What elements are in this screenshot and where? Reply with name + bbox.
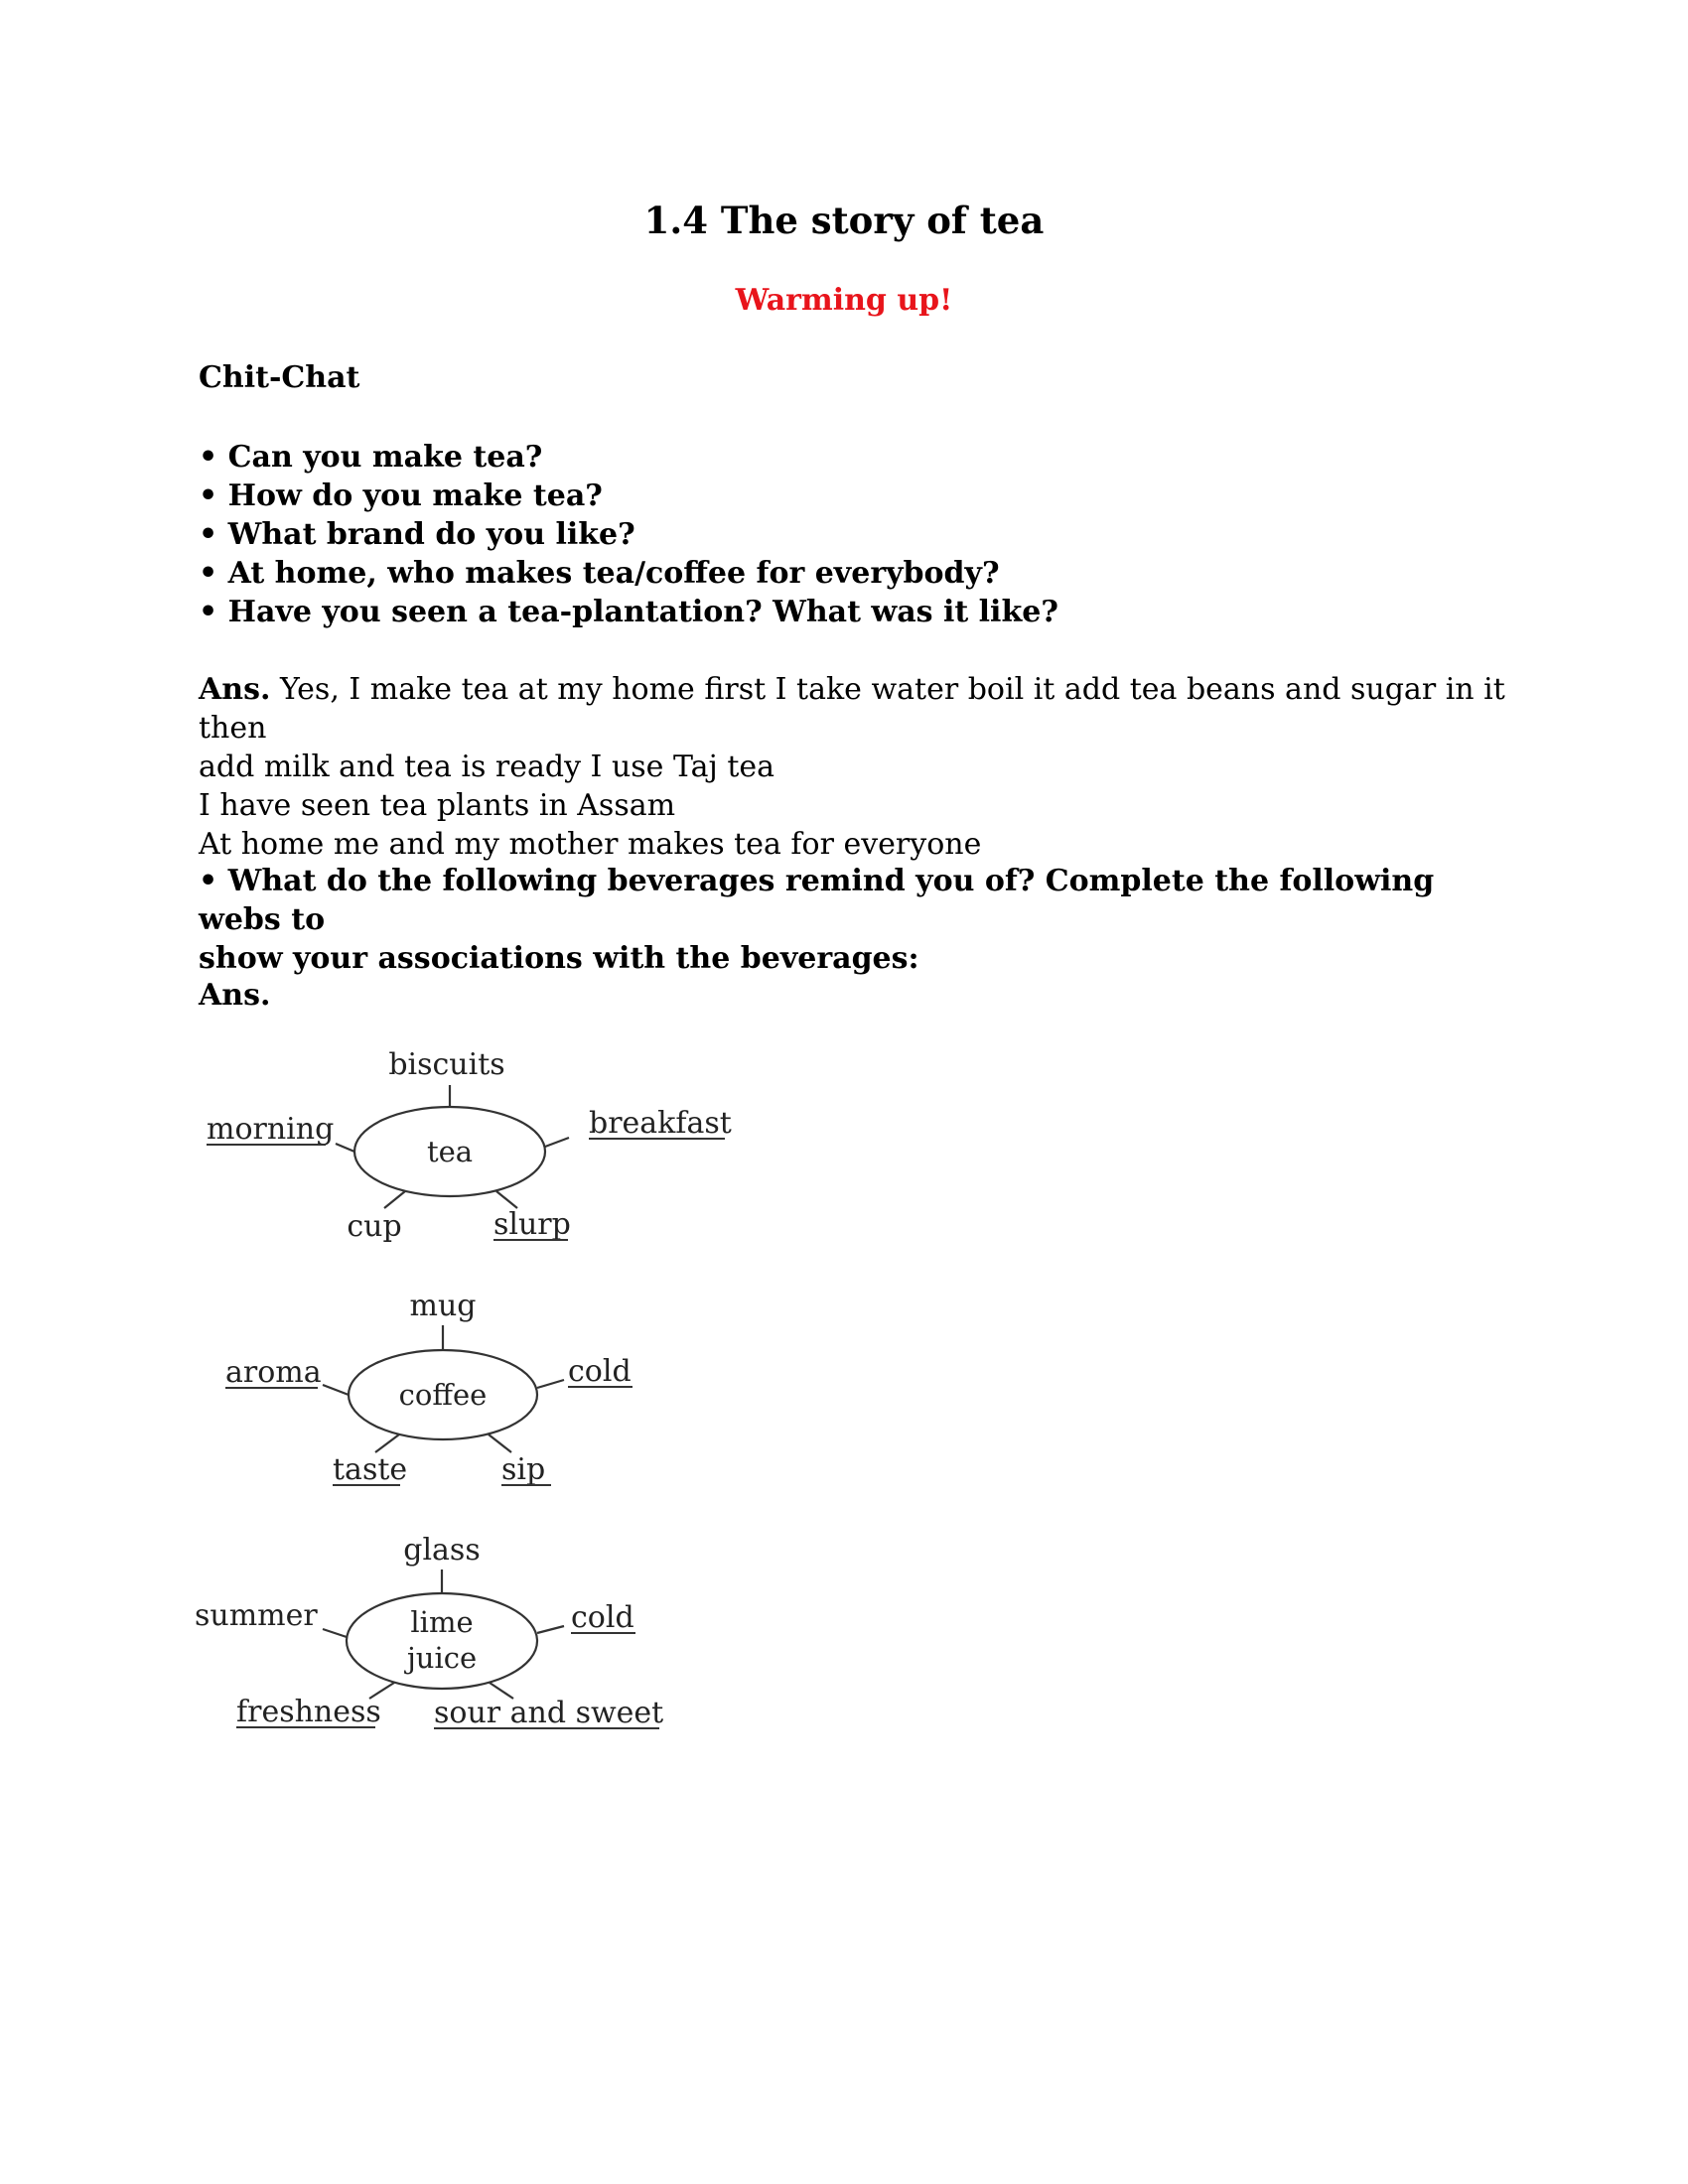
web-node-top: glass	[403, 1533, 481, 1568]
word-web-tea	[189, 1032, 765, 1271]
answer-line: I have seen tea plants in Assam	[199, 788, 676, 823]
web-node-bottom-left: freshness	[236, 1695, 381, 1729]
answer-line: At home me and my mother makes tea for everyone	[199, 827, 982, 862]
word-web-lime-juice	[189, 1514, 765, 1752]
web-node-left: aroma	[225, 1355, 322, 1390]
web-center-label: coffee	[398, 1378, 488, 1412]
question-item: • Have you seen a tea-plantation? What was it like?	[199, 593, 1509, 631]
web-node-right: cold	[571, 1600, 634, 1635]
web-connector	[496, 1191, 517, 1208]
web-connector	[537, 1626, 564, 1633]
web-center-label: lime	[410, 1605, 474, 1639]
page-title: 1.4 The story of tea	[643, 199, 1045, 242]
question-item: • How do you make tea?	[199, 477, 1509, 515]
web-connector	[545, 1138, 569, 1147]
web-node-bottom-left: taste	[333, 1452, 408, 1487]
web-connector	[384, 1191, 405, 1208]
answer-block	[199, 670, 1509, 864]
question-item: • At home, who makes tea/coffee for everybody?	[199, 554, 1509, 593]
web-connector	[336, 1144, 354, 1152]
question-item: • What brand do you like?	[199, 515, 1509, 554]
web-connector	[537, 1380, 564, 1388]
answer-label: Ans.	[199, 672, 271, 707]
answer-line: Yes, I make tea at my home first I take water boil it add tea beans and sugar in it then	[199, 672, 1505, 746]
web-node-right: cold	[568, 1354, 632, 1389]
section-subtitle: Warming up!	[735, 283, 953, 318]
question-item: • Can you make tea?	[199, 438, 1509, 477]
web-connector	[489, 1434, 511, 1452]
answer-label: Ans.	[199, 978, 271, 1013]
section-heading: Chit-Chat	[199, 360, 360, 395]
web-node-top: mug	[409, 1289, 477, 1323]
web-center-label: tea	[426, 1135, 474, 1168]
web-node-left: summer	[195, 1598, 318, 1633]
question-webs	[199, 862, 1509, 978]
word-web-coffee	[189, 1276, 765, 1514]
web-node-bottom-left: cup	[347, 1209, 402, 1244]
web-node-bottom-right: sip	[501, 1452, 546, 1487]
web-connector	[375, 1434, 399, 1452]
web-node-bottom-right: slurp	[493, 1207, 571, 1242]
web-center-label: juice	[406, 1641, 478, 1675]
web-node-top: biscuits	[388, 1047, 505, 1082]
web-node-left: morning	[207, 1112, 335, 1147]
question-webs-line: show your associations with the beverages:	[199, 941, 919, 976]
web-node-right: breakfast	[589, 1106, 732, 1141]
question-list	[199, 438, 1509, 631]
web-node-bottom-right: sour and sweet	[434, 1696, 664, 1730]
question-webs-line: • What do the following beverages remind you of? Complete the following webs to	[199, 862, 1509, 939]
web-connector	[323, 1629, 347, 1637]
web-connector	[323, 1385, 349, 1395]
answer-line: add milk and tea is ready I use Taj tea	[199, 750, 775, 784]
